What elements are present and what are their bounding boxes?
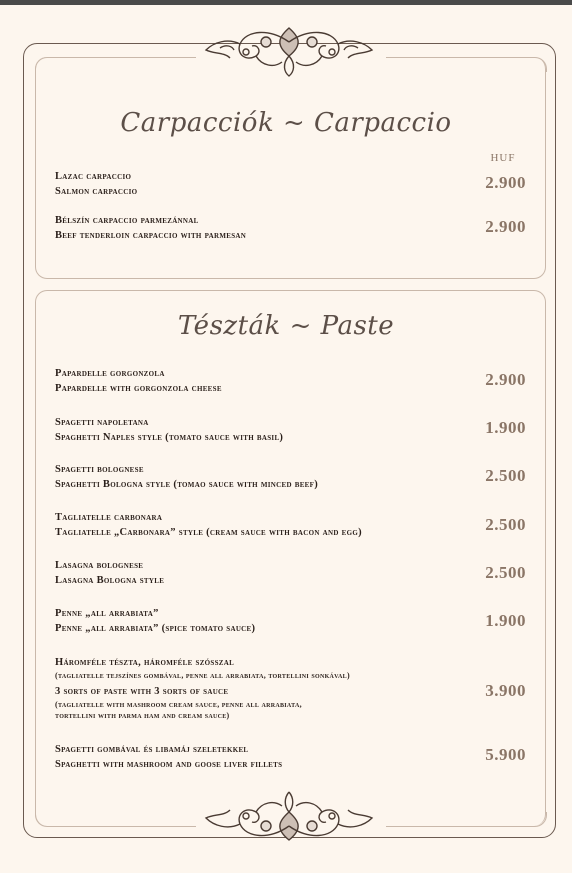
- section-border-pasta-bottom-right: [386, 812, 547, 827]
- item-name-hu: Spagetti napoletana: [55, 417, 149, 428]
- section-border-carpaccio: [35, 57, 546, 279]
- item-name-hu: Háromféle tészta, háromféle szósszal: [55, 657, 235, 668]
- item-name-hu: Spagetti bolognese: [55, 464, 144, 475]
- item-name-hu: Lasagna bolognese: [55, 560, 144, 571]
- item-price: 2.900: [485, 370, 526, 389]
- item-name-en: Papardelle with gorgonzola cheese: [55, 383, 222, 394]
- item-name-hu: Tagliatelle carbonara: [55, 512, 163, 523]
- item-name-hu: Penne „all arrabiata”: [55, 608, 159, 619]
- item-name-en: Salmon carpaccio: [55, 186, 138, 197]
- item-name-en: Spaghetti with mashroom and goose liver fillets: [55, 759, 283, 770]
- item-price: 2.900: [485, 217, 526, 236]
- item-name-en: Lasagna Bologna style: [55, 575, 165, 586]
- item-name-hu: Spagetti gombával és libamáj szeletekkel: [55, 744, 249, 755]
- item-name-hu: Papardelle gorgonzola: [55, 368, 165, 379]
- section-title-pasta: Tészták ~ Paste: [177, 311, 395, 341]
- item-name-en: Beef tenderloin carpaccio with parmesan: [55, 230, 247, 241]
- item-name-en: 3 sorts of paste with 3 sorts of sauce: [55, 686, 229, 697]
- item-price: 1.900: [485, 611, 526, 630]
- item-name-en: Tagliatelle „Carbonara” style (cream sauce with bacon and egg): [55, 527, 362, 538]
- currency-label: HUF: [490, 152, 516, 164]
- section-border-carpaccio-top-left: [35, 57, 196, 72]
- item-price: 1.900: [485, 418, 526, 437]
- item-name-en: Spaghetti Naples style (tomato sauce with basil): [55, 432, 284, 443]
- item-price: 3.900: [485, 681, 526, 700]
- item-price: 2.500: [485, 466, 526, 485]
- section-border-carpaccio-top-right: [386, 57, 547, 72]
- item-name-hu: Bélszín carpaccio parmezánnal: [55, 215, 199, 226]
- item-description-hu: (tagliatelle tejszínes gombával, penne all arrabiata, tortellini sonkával): [55, 671, 350, 680]
- item-name-en: Penne „all arrabiata” (spice tomato sauce): [55, 623, 256, 634]
- item-name-hu: Lazac carpaccio: [55, 171, 132, 182]
- item-name-en: Spaghetti Bologna style (tomao sauce with minced beef): [55, 479, 319, 490]
- item-price: 2.900: [485, 173, 526, 192]
- baroque-ornament-bottom-icon: [200, 788, 378, 846]
- baroque-ornament-top-icon: [200, 22, 378, 80]
- item-description-en: (tagliatelle with mashroom cream sauce, penne all arrabiata,: [55, 700, 302, 709]
- item-description-en-cont: tortellini with parma ham and cream sauce): [55, 711, 230, 720]
- item-price: 5.900: [485, 745, 526, 764]
- section-border-pasta-bottom-left: [35, 812, 196, 827]
- item-price: 2.500: [485, 515, 526, 534]
- item-price: 2.500: [485, 563, 526, 582]
- window-top-bar: [0, 0, 572, 5]
- section-title-carpaccio: Carpacciók ~ Carpaccio: [120, 108, 452, 138]
